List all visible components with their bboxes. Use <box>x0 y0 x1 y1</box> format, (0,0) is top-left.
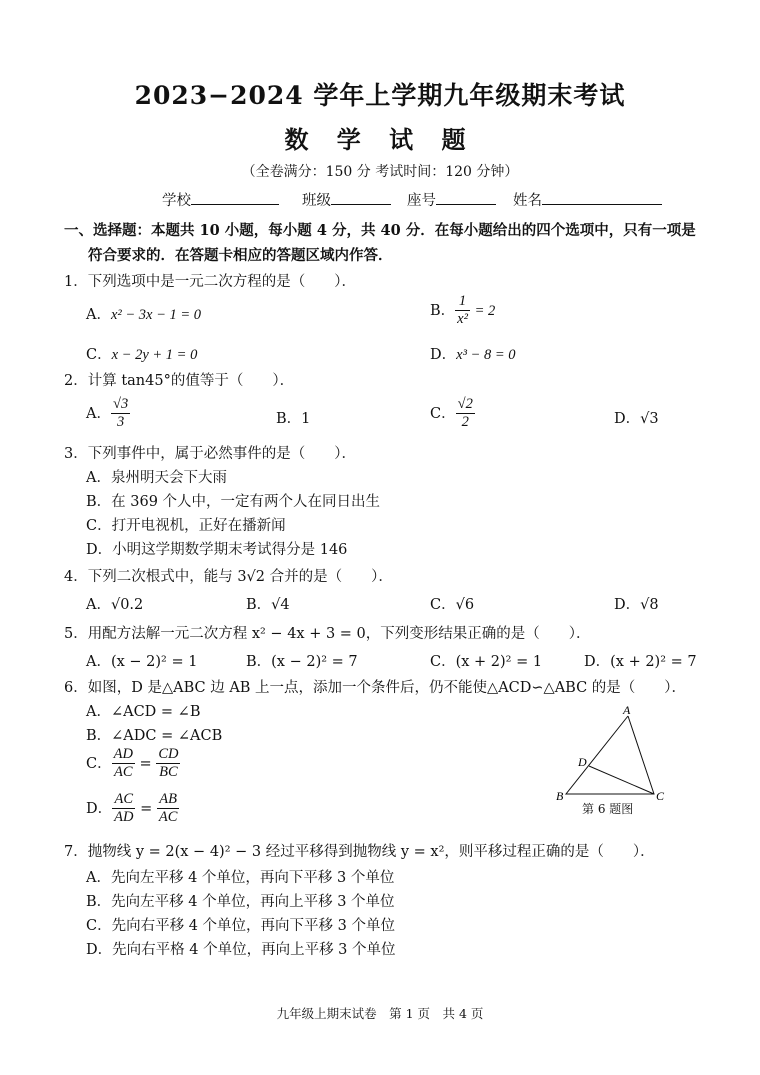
q3-option-b: B．在 369 个人中，一定有两个人在同日出生 <box>86 494 381 510</box>
q4-option-d: D．√8 <box>614 597 659 613</box>
q3-option-a: A．泉州明天会下大雨 <box>86 470 227 486</box>
q6-option-c: C． $\frac{AD}{AC}$ = $\frac{CD}{BC}$ <box>86 746 179 781</box>
q7-option-b: B．先向左平移 4 个单位，再向上平移 3 个单位 <box>86 894 395 910</box>
q7-stem: 7．抛物线 y = 2(x − 4)² − 3 经过平移得到抛物线 y = x²，则平移过程正确的是（ ）． <box>64 844 655 860</box>
exam-meta: （全卷满分：150 分 考试时间：120 分钟） <box>241 164 519 180</box>
seat-field: 座号 <box>407 189 496 210</box>
q6-figure <box>548 704 678 804</box>
section-heading-cont: 符合要求的．在答题卡相应的答题区域内作答． <box>88 247 393 264</box>
q6-option-a: A．∠ACD = ∠B <box>86 704 201 720</box>
label-a: A <box>623 704 631 717</box>
q4-option-a: A．√0.2 <box>86 597 144 613</box>
exam-subtitle: 数 学 试 题 <box>284 125 476 154</box>
label-d: D <box>578 755 587 769</box>
figure-caption: 第 6 题图 <box>582 802 634 816</box>
page-footer: 九年级上期末试卷 第 1 页 共 4 页 <box>276 1006 484 1021</box>
q4-option-b: B．√4 <box>246 597 290 613</box>
q4-option-c: C．√6 <box>430 597 475 613</box>
q5-option-a: A．(x − 2)² = 1 <box>86 654 198 670</box>
q6-option-b: B．∠ADC = ∠ACB <box>86 728 223 744</box>
school-field: 学校 <box>162 189 279 210</box>
q2-option-b: B．1 <box>276 411 311 427</box>
q5-option-c: C．(x + 2)² = 1 <box>430 654 543 670</box>
name-field: 姓名 <box>513 189 662 210</box>
seat-blank <box>436 191 496 205</box>
label-c: C <box>656 789 665 803</box>
q7-option-c: C．先向右平移 4 个单位，再向下平移 3 个单位 <box>86 918 395 934</box>
q2-option-c: C． $\frac{√2}{2}$ <box>430 396 473 431</box>
section-heading: 一、选择题：本题共 10 小题，每小题 4 分，共 40 分．在每小题给出的四个选项中，只有一项是 <box>64 222 696 239</box>
segment-cd <box>589 766 654 794</box>
class-blank <box>331 191 391 205</box>
q5-stem: 5．用配方法解一元二次方程 x² − 4x + 3 = 0，下列变形结果正确的是（ ）． <box>64 626 591 642</box>
q3-stem: 3．下列事件中，属于必然事件的是（ ）． <box>64 446 356 462</box>
q5-option-d: D．(x + 2)² = 7 <box>584 654 697 670</box>
q1-stem: 1．下列选项中是一元二次方程的是（ ）． <box>64 274 356 290</box>
q4-stem: 4．下列二次根式中，能与 3√2 合并的是（ ）． <box>64 569 393 585</box>
q1-option-b: B． $\frac{1}{\text{x²}}$ = 2 <box>430 293 496 328</box>
exam-title: 2023−2024 学年上学期九年级期末考试 <box>134 81 626 110</box>
q1-option-a: A．x² − 3x − 1 = 0 <box>86 307 202 323</box>
q2-option-a: A． $\frac{√3}{3}$ <box>86 396 129 431</box>
q6-stem: 6．如图，D 是△ABC 边 AB 上一点，添加一个条件后，仍不能使△ACD∽△ABC 的是（ ）． <box>64 680 687 696</box>
q7-option-a: A．先向左平移 4 个单位，再向下平移 3 个单位 <box>86 870 395 886</box>
q2-stem: 2．计算 tan45°的值等于（ ）． <box>64 373 295 389</box>
class-field: 班级 <box>302 189 391 210</box>
q1-option-d: D．x³ − 8 = 0 <box>430 347 516 363</box>
q2-option-d: D．√3 <box>614 411 659 427</box>
label-b: B <box>556 789 564 803</box>
q6-option-d: D． $\frac{AC}{AD}$ = $\frac{AB}{AC}$ <box>86 791 178 826</box>
q5-option-b: B．(x − 2)² = 7 <box>246 654 358 670</box>
name-blank <box>542 191 662 205</box>
q7-option-d: D．先向右平格 4 个单位，再向上平移 3 个单位 <box>86 942 396 958</box>
q3-option-d: D．小明这学期数学期末考试得分是 146 <box>86 542 348 558</box>
q3-option-c: C．打开电视机，正好在播新闻 <box>86 518 286 534</box>
school-blank <box>191 191 279 205</box>
q1-option-c: C．x − 2y + 1 = 0 <box>86 347 198 363</box>
